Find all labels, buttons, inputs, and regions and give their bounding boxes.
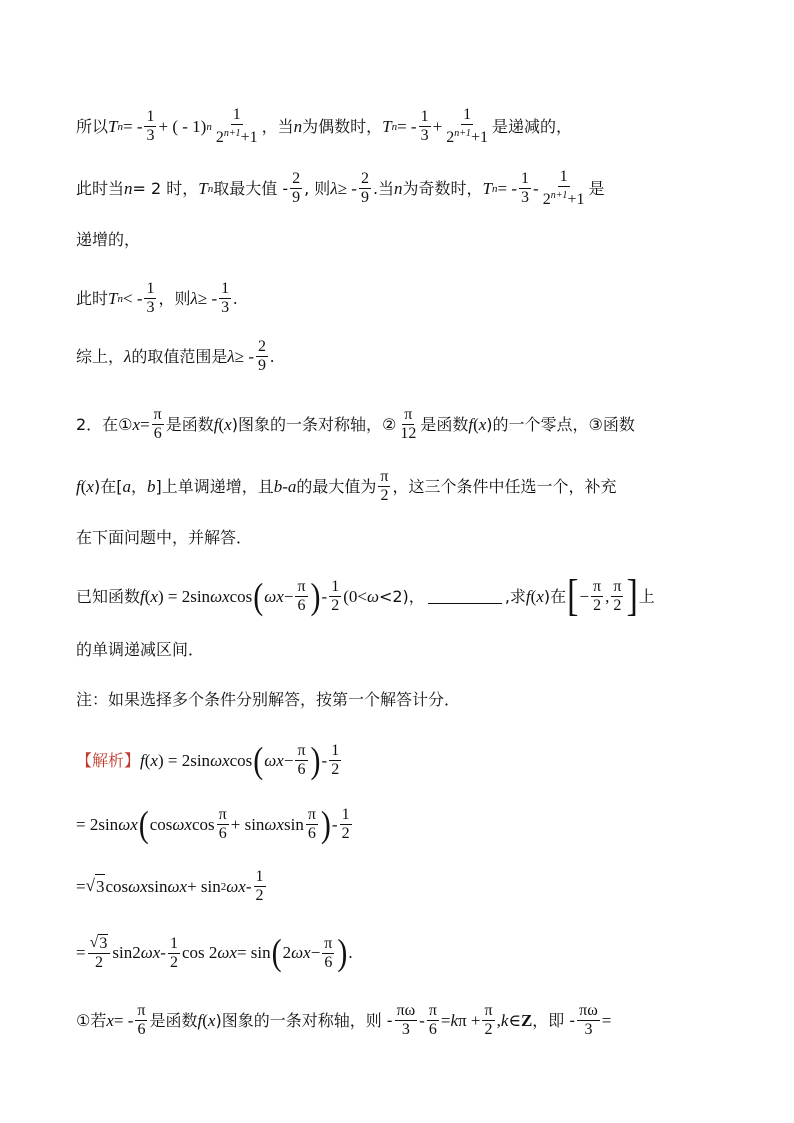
line-4: [76, 280, 734, 317]
text: =: [440, 1010, 451, 1030]
text: cos: [229, 586, 253, 606]
math-sup: 2: [220, 880, 227, 893]
math-var: k: [450, 1010, 459, 1030]
left-paren: (: [271, 931, 282, 973]
math-sup: n: [206, 120, 212, 133]
math-sub: n: [207, 182, 214, 195]
math-var: ωx: [128, 876, 148, 896]
line-7: f ( x )在[ a ， b ]上单调递增，且 b - a 的最大值为 $\frac{\pi}{2}$ ，这三个条件中任选一个，补充: [76, 468, 617, 504]
math-var: λ: [190, 288, 198, 308]
text: 的取值范围是: [131, 346, 228, 366]
text: .当: [372, 178, 395, 198]
text: 注：如果选择多个条件分别解答，按第一个解答计分．: [76, 690, 461, 709]
fraction: $\frac{\pi\omega}{3}$: [396, 1002, 416, 1038]
text: = -: [122, 116, 143, 136]
line-13: [76, 803, 734, 845]
math-var: f: [525, 586, 531, 606]
text: = sin: [236, 943, 271, 962]
fraction: $\frac{1}{2}$: [341, 806, 350, 842]
line-3: [76, 228, 734, 252]
text: ≥ -: [197, 288, 218, 308]
fraction: $\frac{2}{9}$: [258, 338, 267, 374]
text: 的单调递减区间．: [76, 640, 205, 659]
text: =: [76, 876, 86, 896]
text: 是函数: [149, 1010, 198, 1030]
math-var: ωx: [264, 814, 284, 834]
text: 为奇数时，: [402, 178, 483, 198]
math-var: ωx: [210, 750, 230, 770]
math-var: f: [468, 414, 474, 434]
text: 所以: [76, 116, 109, 136]
math-var: T: [108, 288, 118, 308]
text: +: [432, 116, 443, 136]
text: .: [348, 943, 353, 962]
math-var: ωx: [172, 814, 192, 834]
text: sin2: [112, 943, 141, 962]
text: sin: [147, 876, 168, 896]
text: cos: [229, 750, 253, 770]
text: )在: [543, 586, 567, 606]
text: ，当: [261, 116, 294, 136]
text: ]上单调递增，且: [155, 476, 274, 496]
line-5: [76, 338, 734, 375]
text: cos: [149, 814, 173, 834]
fraction: $\frac{\pi}{6}$: [297, 742, 306, 778]
text: -: [245, 876, 252, 896]
text: = 2sin: [76, 814, 119, 834]
text: -: [321, 586, 328, 606]
fraction: $\frac{1}{2^{n+1}+1}$: [446, 106, 488, 146]
text: (0<: [343, 586, 367, 606]
text: =: [601, 1010, 612, 1030]
math-sub: n: [117, 292, 123, 305]
text: 取最大值 -: [213, 178, 289, 198]
line-14: = √ 3 cos ωx sin ωx + sin 2 ωx - $\frac{1}{2}$: [76, 868, 264, 904]
text: 在下面问题中，并解答．: [76, 528, 253, 547]
fraction: $\frac{\pi}{2}$: [380, 468, 389, 504]
fraction: $\frac{\pi}{2}$: [484, 1002, 493, 1038]
text: ≥ -: [337, 178, 357, 198]
math-var: f: [213, 414, 219, 434]
fraction: $\frac{\pi}{6}$: [297, 578, 306, 614]
fraction: $\frac{\pi}{6}$: [153, 406, 162, 442]
right-paren: ): [310, 575, 321, 617]
math-sub: n: [391, 120, 398, 133]
sqrt: √ 3: [86, 874, 106, 899]
fraction: $\frac{2}{9}$: [292, 170, 301, 206]
text: 为偶数时，: [302, 116, 383, 136]
math-sub: n: [492, 182, 498, 195]
text: )的一个零点，③函数: [486, 414, 635, 434]
fraction: $\frac{\pi}{6}$: [324, 934, 333, 971]
text: + sin: [187, 876, 221, 896]
line-2: [76, 168, 734, 209]
text: .: [233, 288, 238, 308]
text: -: [331, 814, 338, 834]
line-15: = √ 3 2 sin2 ωx - $\frac{1}{2}$ cos 2 ωx = sin ( 2 ωx − $\frac{\pi}{6}$ ) .: [76, 931, 353, 973]
math-var: ωx: [264, 586, 284, 606]
math-var: x: [132, 414, 141, 434]
line-11: [76, 688, 734, 712]
math-var: a: [122, 476, 131, 496]
fraction: $\frac{1}{3}$: [146, 108, 155, 144]
line-12: 【解析】 f ( x ) = 2sin ωx cos ( ωx − $\frac{\pi}{6}$ ) - $\frac{1}{2}$: [76, 739, 340, 781]
math-var: x: [106, 1010, 114, 1030]
fraction: $\frac{1}{3}$: [420, 108, 429, 144]
text: 是函数: [165, 414, 214, 434]
math-var: ωx: [210, 586, 230, 606]
fraction: √ 3 2: [88, 934, 111, 972]
line-8: [76, 526, 734, 550]
math-var: T: [108, 116, 118, 136]
text: = -: [397, 116, 417, 136]
math-var: f: [140, 586, 145, 606]
right-paren: ): [320, 803, 331, 845]
text: )在[: [93, 476, 123, 496]
text: sin: [283, 814, 304, 834]
math-var: ωx: [264, 750, 284, 770]
text: 是递减的，: [491, 116, 572, 136]
text: =: [140, 414, 150, 434]
fraction: $\frac{1}{2}$: [255, 868, 264, 904]
text: ) = 2sin: [157, 750, 211, 770]
line-10: [76, 638, 734, 662]
fraction: $\frac{\pi}{2}$: [593, 578, 602, 614]
text: 此时: [76, 288, 109, 308]
answer-blank[interactable]: [428, 589, 502, 604]
fraction: $\frac{1}{3}$: [221, 280, 230, 316]
text: -: [160, 943, 166, 962]
fraction: $\frac{1}{2}$: [331, 742, 340, 778]
text: ，则: [158, 288, 191, 308]
text: )图象的一条对称轴，则 -: [215, 1010, 393, 1030]
text: ，这三个条件中任选一个，补充: [392, 476, 617, 496]
math-var: n: [124, 178, 133, 198]
text: 2．在①: [76, 414, 133, 434]
text: 已知函数: [76, 586, 141, 606]
math-var: a: [287, 476, 297, 496]
left-paren: (: [253, 739, 264, 781]
math-var: f: [197, 1010, 203, 1030]
math-var: f: [76, 476, 81, 496]
fraction: $\frac{\pi\omega}{3}$: [579, 1002, 598, 1038]
fraction: $\frac{\pi}{2}$: [613, 578, 622, 614]
fraction: $\frac{1}{2^{n+1}+1}$: [215, 106, 258, 146]
line-16: ①若 x = - $\frac{\pi}{6}$ 是函数 f ( x )图象的一条对称轴，则 - $\frac{\pi\omega}{3}$ - $\frac{\pi}{6}$ = k π + $\frac{\pi}{2}$ , k ∈ Z ，即 - $\frac{\pi\omega}{3}$ =: [76, 1002, 612, 1038]
text: < -: [122, 288, 143, 308]
text: 此时当: [76, 178, 125, 198]
text: + sin: [230, 814, 265, 834]
text: 综上，: [76, 346, 125, 366]
right-paren: ): [337, 931, 348, 973]
math-var: n: [293, 116, 303, 136]
fraction: $\frac{1}{3}$: [146, 280, 155, 316]
left-bracket: [: [567, 571, 579, 620]
text: ≥ -: [234, 346, 255, 366]
text: 是函数: [420, 414, 469, 434]
text: , 则: [304, 178, 331, 198]
line-9: 已知函数 f ( x ) = 2sin ωx cos ( ωx − $\frac{\pi}{6}$ ) - $\frac{1}{2}$ (0< ω <2)， ,求 f ( x )在 [ − $\frac{\pi}{2}$ , $\frac{\pi}{2}$ ] 上: [76, 571, 655, 620]
math-var: b: [146, 476, 156, 496]
text: cos: [191, 814, 215, 834]
fraction: $\frac{\pi}{6}$: [428, 1002, 437, 1038]
fraction: $\frac{1}{2}$: [169, 934, 178, 971]
text: -: [533, 178, 539, 198]
math-var: b: [273, 476, 283, 496]
text: -: [419, 1010, 425, 1030]
left-paren: (: [253, 575, 264, 617]
text: ①若: [76, 1010, 107, 1030]
text: cos 2: [181, 943, 218, 962]
text: + ( - 1): [158, 116, 207, 136]
text: = 2 时，: [132, 178, 199, 198]
line-6: 2．在① x = $\frac{\pi}{6}$ 是函数 f ( x )图象的一条对称轴，② $\frac{\pi}{12}$ 是函数 f ( x )的一个零点，③函数: [76, 406, 635, 442]
math-sub: n: [117, 120, 123, 133]
text: ,求: [504, 586, 526, 606]
right-bracket: ]: [626, 571, 638, 620]
text: cos: [105, 876, 129, 896]
text: = -: [497, 178, 518, 198]
text: .: [270, 346, 275, 366]
text: =: [76, 943, 86, 962]
fraction: $\frac{\pi}{6}$: [218, 806, 227, 842]
math-var: ωx: [118, 814, 138, 834]
math-var: λ: [330, 178, 338, 198]
math-var: f: [140, 750, 145, 770]
right-paren: ): [310, 739, 321, 781]
fraction: $\frac{\pi}{12}$: [400, 406, 417, 442]
left-paren: (: [138, 803, 149, 845]
analysis-tag: 【解析】: [76, 750, 141, 770]
math-var: T: [198, 178, 208, 198]
fraction: $\frac{1}{2}$: [331, 578, 340, 614]
line-1: [76, 106, 734, 147]
text: 递增的，: [76, 230, 141, 249]
text: )图象的一条对称轴，②: [231, 414, 397, 434]
text: 的最大值为: [296, 476, 377, 496]
math-var: n: [394, 178, 403, 198]
math-var: ωx: [167, 876, 188, 896]
text: 上: [638, 586, 655, 606]
text: 是: [588, 178, 605, 198]
fraction: $\frac{1}{2^{n+1}+1}$: [542, 168, 585, 208]
text: ，即 -: [532, 1010, 576, 1030]
math-var: λ: [227, 346, 235, 366]
math-var: T: [482, 178, 493, 198]
math-var: T: [382, 116, 392, 136]
fraction: $\frac{1}{3}$: [521, 170, 530, 206]
math-var: λ: [124, 346, 132, 366]
text: = -: [113, 1010, 134, 1030]
fraction: $\frac{\pi}{6}$: [137, 1002, 146, 1038]
fraction: $\frac{2}{9}$: [360, 170, 369, 206]
text: -: [321, 750, 328, 770]
text: ) = 2sin: [157, 586, 211, 606]
fraction: $\frac{\pi}{6}$: [307, 806, 316, 842]
